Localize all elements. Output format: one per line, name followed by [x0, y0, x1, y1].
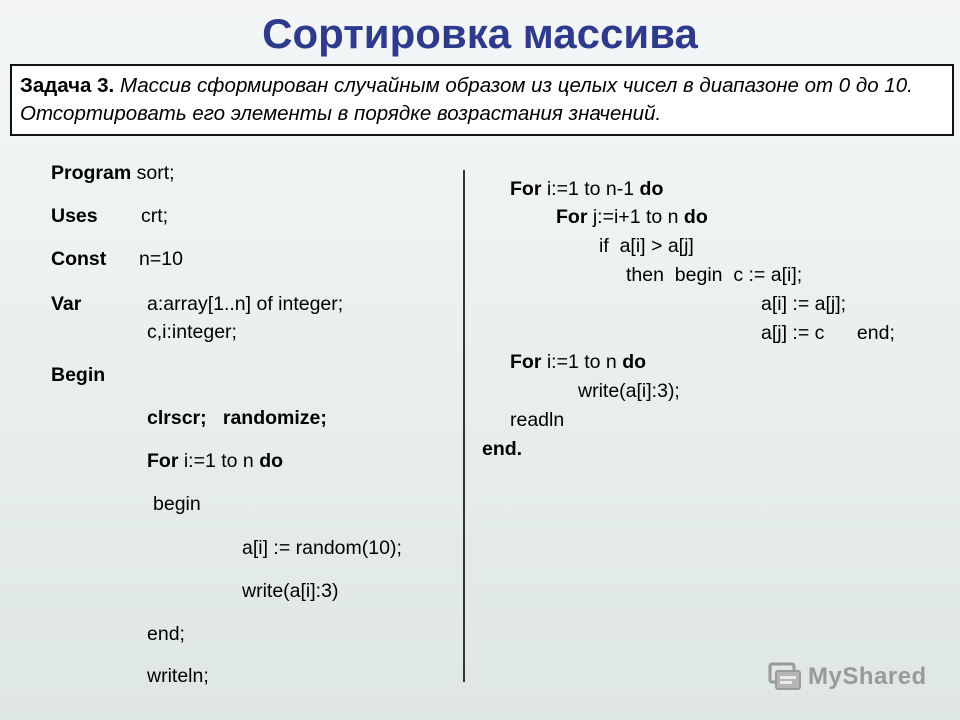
watermark	[768, 660, 928, 694]
keyword: do	[683, 206, 708, 228]
code-text: i:=1 to n	[178, 450, 260, 472]
code-line-for2	[556, 206, 708, 229]
keyword: For	[510, 178, 542, 200]
code-line-program	[51, 162, 175, 185]
myshared-logo-icon	[768, 662, 802, 692]
keyword: Program	[51, 162, 132, 184]
keyword: Const	[51, 248, 107, 270]
code-line-end: end;	[147, 623, 185, 645]
code-text: i:=1 to n-1	[541, 178, 640, 200]
code-line-swap2: a[j] := c end;	[761, 322, 895, 344]
watermark-text: MyShared	[808, 663, 927, 690]
keyword: do	[622, 351, 647, 373]
code-line-begin: Begin	[51, 364, 106, 386]
code-text: crt;	[141, 205, 169, 227]
code-text: c,i:integer;	[147, 321, 237, 343]
code-text: i:=1 to n	[541, 351, 623, 373]
code-line-write2: write(a[i]:3);	[578, 380, 680, 402]
code-line-if: if a[i] > a[j]	[599, 235, 694, 257]
code-text: n=10	[139, 248, 183, 270]
keyword: For	[147, 450, 179, 472]
task-label: Задача 3.	[20, 74, 115, 97]
code-line-uses	[51, 205, 98, 228]
code-line-assign: a[i] := random(10);	[242, 537, 402, 559]
slide-title: Сортировка массива	[262, 10, 698, 57]
code-line-write: write(a[i]:3)	[242, 580, 339, 602]
code-text: sort;	[131, 162, 175, 184]
code-line-for1	[510, 178, 663, 201]
keyword: Uses	[51, 205, 98, 227]
code-line-begin2: begin	[153, 493, 201, 515]
code-line-var	[51, 293, 81, 316]
keyword: For	[556, 206, 588, 228]
code-line-swap1: a[i] := a[j];	[761, 293, 847, 315]
keyword: do	[259, 450, 284, 472]
code-line-clrscr: clrscr; randomize;	[147, 407, 327, 429]
code-text: a:array[1..n] of integer;	[147, 293, 344, 315]
code-line-readln: readln	[510, 409, 565, 431]
column-divider	[463, 170, 465, 682]
code-line-end-final: end.	[482, 438, 523, 460]
keyword: For	[510, 351, 542, 373]
code-text: j:=i+1 to n	[587, 206, 684, 228]
keyword: Var	[51, 293, 82, 315]
keyword: do	[639, 178, 664, 200]
code-line-const	[51, 248, 106, 271]
code-line-for3	[510, 351, 646, 374]
code-line-for	[147, 450, 283, 473]
code-line-writeln: writeln;	[147, 665, 209, 687]
task-text: Массив сформирован случайным образом из целых чисел в диапазоне от 0 до 10. Отсортировать его элементы в порядке возрастания значений.	[20, 74, 913, 125]
code-line-then: then begin c := a[i];	[626, 264, 803, 286]
task-box	[10, 64, 954, 136]
